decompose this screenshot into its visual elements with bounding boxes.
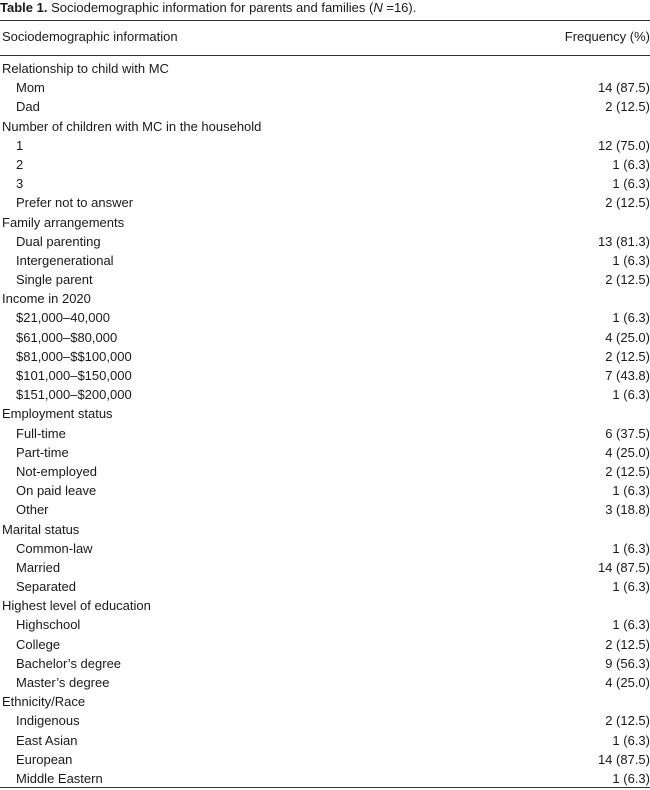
- frequency-value: 4 (25.0): [605, 675, 650, 690]
- table-row: [0, 462, 650, 481]
- frequency-value: 9 (56.3): [605, 655, 650, 671]
- row-label: Part-time: [16, 444, 69, 460]
- column-header-info: Sociodemographic information: [2, 29, 178, 44]
- frequency-value: 1 (6.3): [612, 617, 650, 633]
- table-caption-n: N: [373, 0, 383, 15]
- frequency-value: 1 (6.3): [612, 176, 650, 192]
- frequency-value: 7 (43.8): [605, 368, 650, 383]
- group-label: Family arrangements: [2, 214, 125, 230]
- table-row: [0, 270, 650, 289]
- table-group-row: [0, 520, 650, 539]
- table-group-row: [0, 213, 650, 232]
- table-row: [0, 750, 650, 769]
- group-label: Employment status: [2, 406, 113, 422]
- group-label: Marital status: [2, 521, 80, 537]
- row-label: Common-law: [16, 540, 93, 556]
- frequency-value: 1 (6.3): [612, 156, 650, 172]
- frequency-value: 14 (87.5): [597, 751, 650, 767]
- table-row: [0, 481, 650, 500]
- frequency-value: 14 (87.5): [597, 559, 650, 575]
- table-row: [0, 711, 650, 730]
- frequency-value: 1 (6.3): [612, 252, 650, 268]
- frequency-value: 1 (6.3): [612, 540, 650, 556]
- frequency-value: 2 (12.5): [605, 272, 650, 288]
- row-label: 2: [16, 156, 24, 172]
- frequency-value: 1 (6.3): [612, 732, 650, 748]
- table-row: [0, 539, 650, 558]
- frequency-value: 14 (87.5): [597, 80, 650, 96]
- frequency-value: 1 (6.3): [612, 770, 650, 786]
- row-label: East Asian: [16, 732, 78, 748]
- table-row: [0, 673, 650, 692]
- row-label: $151,000–$200,000: [16, 387, 132, 403]
- frequency-value: 4 (25.0): [605, 329, 650, 345]
- table-row: [0, 615, 650, 634]
- row-label: Bachelor’s degree: [16, 655, 122, 671]
- group-label: Number of children with MC in the household: [2, 118, 262, 134]
- frequency-value: 4 (25.0): [605, 444, 650, 460]
- table-row: [0, 308, 650, 327]
- row-label: On paid leave: [16, 483, 97, 499]
- frequency-value: 2 (12.5): [605, 636, 650, 652]
- frequency-value: 13 (81.3): [597, 233, 650, 249]
- frequency-value: 12 (75.0): [597, 137, 650, 153]
- row-label: Mom: [16, 80, 45, 96]
- frequency-value: 1 (6.3): [612, 310, 650, 326]
- frequency-value: 1 (6.3): [612, 579, 650, 595]
- table-row: [0, 328, 650, 347]
- row-label: Indigenous: [16, 713, 80, 729]
- table-row: [0, 635, 650, 654]
- row-label: Middle Eastern: [16, 770, 103, 786]
- row-label: Single parent: [16, 272, 93, 288]
- table-row: [0, 769, 650, 788]
- table-row: [0, 97, 650, 116]
- table-bottom-rule: [0, 787, 650, 788]
- table-group-row: [0, 117, 650, 136]
- table-row: [0, 232, 650, 251]
- row-label: Other: [16, 502, 49, 518]
- row-label: College: [16, 636, 61, 652]
- table-row: [0, 443, 650, 462]
- frequency-value: 2 (12.5): [605, 99, 650, 115]
- row-label: European: [16, 751, 73, 767]
- table-row: [0, 424, 650, 443]
- row-label: Separated: [16, 579, 76, 595]
- table-top-rule: [0, 20, 650, 21]
- table-group-row: [0, 404, 650, 423]
- table-row: [0, 654, 650, 673]
- table-group-row: [0, 692, 650, 711]
- row-label: Highschool: [16, 617, 81, 633]
- row-label: $21,000–40,000: [16, 310, 110, 326]
- row-label: Prefer not to answer: [16, 195, 134, 211]
- group-label: Highest level of education: [2, 598, 151, 614]
- table-row: [0, 558, 650, 577]
- row-label: Intergenerational: [16, 252, 114, 268]
- frequency-value: 2 (12.5): [605, 195, 650, 211]
- table-group-row: [0, 596, 650, 615]
- table-caption-label: Table 1.: [0, 0, 48, 15]
- row-label: Dual parenting: [16, 233, 101, 249]
- frequency-value: 2 (12.5): [605, 348, 650, 364]
- row-label: Master’s degree: [16, 675, 110, 690]
- frequency-value: 3 (18.8): [605, 502, 650, 518]
- row-label: $61,000–$80,000: [16, 329, 118, 345]
- table-row: [0, 347, 650, 366]
- table-row: [0, 78, 650, 97]
- table-row: [0, 385, 650, 404]
- table-row: [0, 193, 650, 212]
- row-label: Full-time: [16, 425, 66, 441]
- table-row: [0, 731, 650, 750]
- row-label: Not-employed: [16, 463, 97, 479]
- table-row: [0, 251, 650, 270]
- group-label: Relationship to child with MC: [2, 61, 169, 76]
- table-body: [0, 59, 650, 788]
- frequency-value: 2 (12.5): [605, 463, 650, 479]
- row-label: 3: [16, 176, 24, 192]
- row-label: Married: [16, 559, 61, 575]
- row-label: 1: [16, 137, 24, 153]
- row-label: Dad: [16, 99, 40, 115]
- table-caption-text: Sociodemographic information for parents and families (: [51, 0, 374, 15]
- table-header-rule: [0, 55, 650, 56]
- table-row: [0, 155, 650, 174]
- row-label: $101,000–$150,000: [16, 368, 132, 383]
- table-row: [0, 136, 650, 155]
- table-caption-text-end: =16).: [382, 0, 417, 15]
- group-label: Income in 2020: [2, 291, 91, 307]
- frequency-value: 1 (6.3): [612, 387, 650, 403]
- table-header: [0, 27, 650, 49]
- table-group-row: [0, 289, 650, 308]
- frequency-value: 2 (12.5): [605, 713, 650, 729]
- table-group-row: [0, 59, 650, 78]
- frequency-value: 6 (37.5): [605, 425, 650, 441]
- table-row: [0, 174, 650, 193]
- group-label: Ethnicity/Race: [2, 694, 86, 710]
- table-row: [0, 500, 650, 519]
- table-caption: [0, 0, 650, 18]
- table-row: [0, 577, 650, 596]
- frequency-value: 1 (6.3): [612, 483, 650, 499]
- column-header-frequency: Frequency (%): [564, 29, 650, 44]
- row-label: $81,000–$$100,000: [16, 348, 132, 364]
- table-row: [0, 366, 650, 385]
